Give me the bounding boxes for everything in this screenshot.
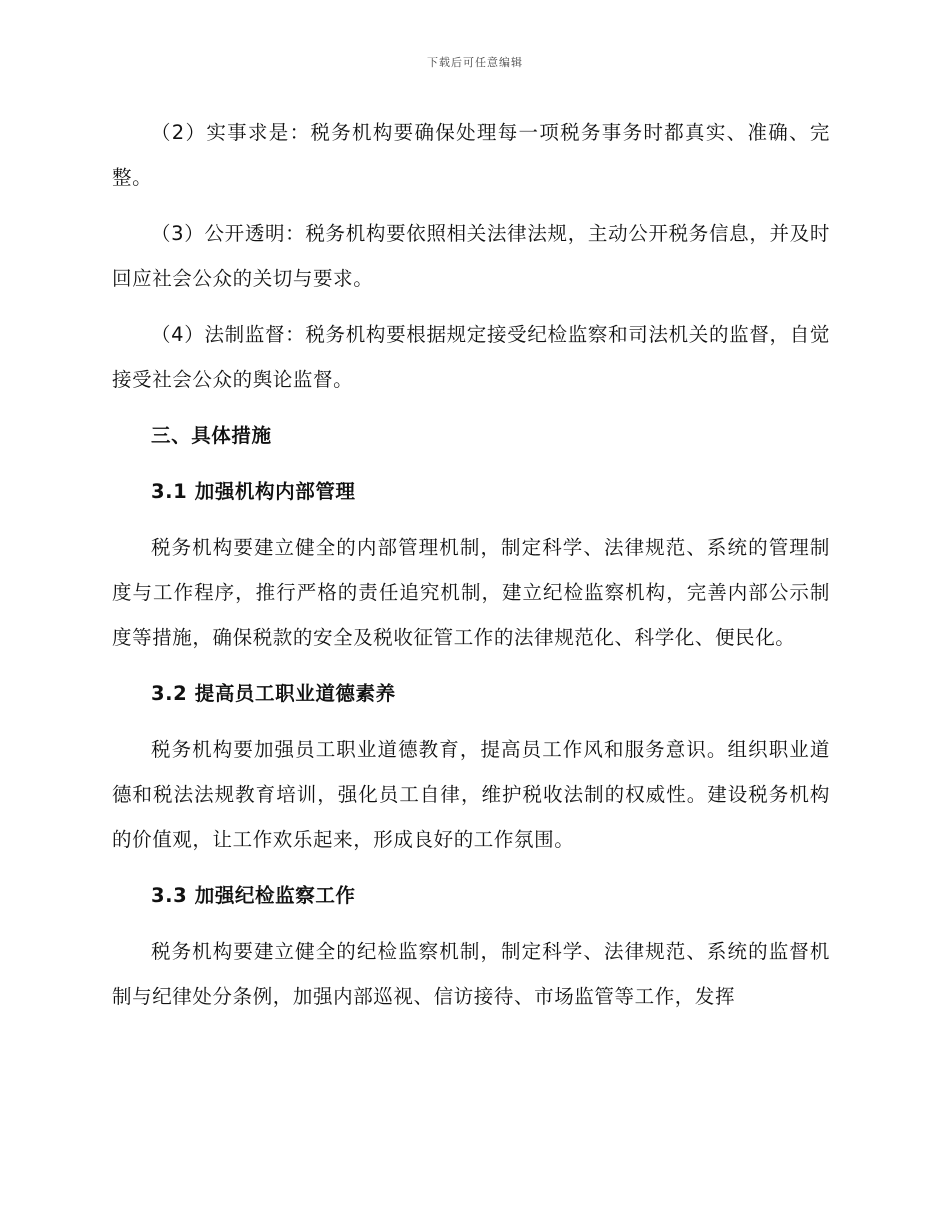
- header-note: 下载后可任意编辑: [427, 56, 523, 69]
- paragraph-supervision: （4）法制监督：税务机构要根据规定接受纪检监察和司法机关的监督，自觉接受社会公众的舆论监督。: [112, 323, 830, 391]
- paragraph-3-1: 税务机构要建立健全的内部管理机制，制定科学、法律规范、系统的管理制度与工作程序，推行严格的责任追究机制，建立纪检监察机构，完善内部公示制度等措施，确保税款的安全及税收征管工作的法律规范化、科学化、便民化。: [112, 536, 830, 649]
- section-heading-measures: 三、具体措施: [151, 424, 272, 447]
- paragraph-3-3: 税务机构要建立健全的纪检监察机制，制定科学、法律规范、系统的监督机制与纪律处分条例，加强内部巡视、信访接待、市场监管等工作，发挥: [112, 940, 830, 1008]
- subheading-3-1: 3.1 加强机构内部管理: [151, 480, 356, 503]
- paragraph-3-2: 税务机构要加强员工职业道德教育，提高员工作风和服务意识。组织职业道德和税法法规教育培训，强化员工自律，维护税收法制的权威性。建设税务机构的价值观，让工作欢乐起来，形成良好的工作氛围。: [112, 738, 830, 851]
- paragraph-transparency: （3）公开透明：税务机构要依照相关法律法规，主动公开税务信息，并及时回应社会公众的关切与要求。: [112, 222, 830, 290]
- paragraph-practical: （2）实事求是：税务机构要确保处理每一项税务事务时都真实、准确、完整。: [112, 121, 830, 189]
- subheading-3-3: 3.3 加强纪检监察工作: [151, 884, 356, 907]
- document-body: [112, 110, 830, 1030]
- subheading-3-2: 3.2 提高员工职业道德素养: [151, 682, 396, 705]
